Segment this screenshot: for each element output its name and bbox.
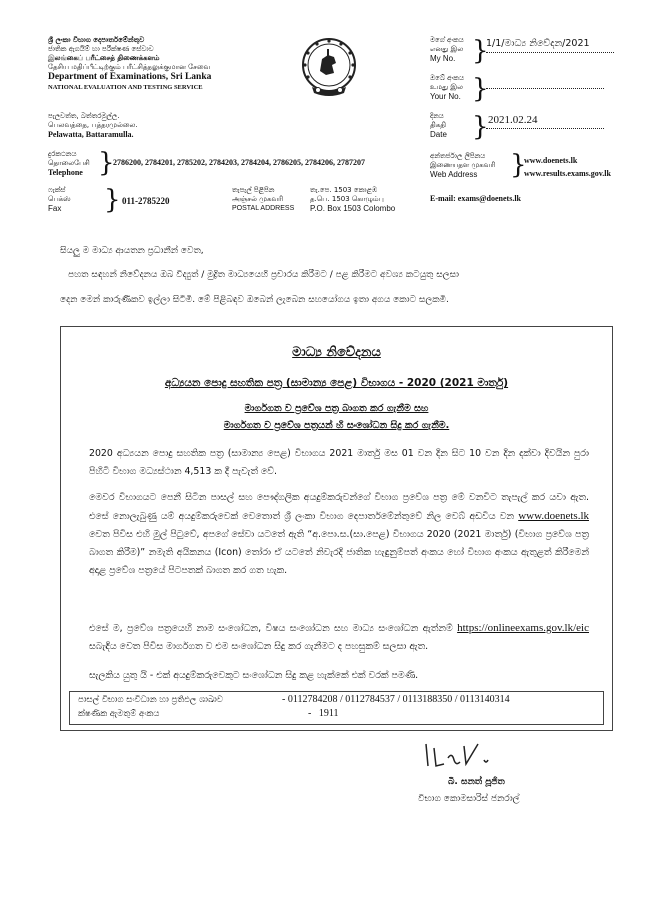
- paragraph-2-part-a: මෙවර විභාගයට පෙනී සිටින පාසල් සහ පෞද්ගලික අයදුම්කරුවන්ගේ විභාග ප්‍රවේශ පත්‍ර මේ වනවිට තැපැල් කර යවා ඇත. එසේ නොලැබුණු යම් අයදුම්කරුවෙක් වෙතොත් ශ්‍රී ලංකා විභාග දෙපාර්තමේන්තුවේ නිල වෙබ් අඩවිය වන: [89, 492, 589, 522]
- my-no-label-sinhala: මගේ අංකය: [430, 36, 464, 44]
- po-box-tamil: த.பெ. 1503 கொழும்பு: [310, 195, 384, 203]
- dept-name-tamil: இலங்கைப் பரீட்சைத் திணைக்களம்: [48, 54, 160, 62]
- my-no-label-tamil: எனது இல: [430, 45, 464, 53]
- your-number-block: [430, 74, 630, 108]
- my-number-block: [430, 36, 630, 70]
- signatory-name: බී. සනත් පූජිත: [448, 777, 505, 787]
- brace-icon: }: [472, 36, 489, 66]
- fax-label-tamil: பெக்ஸ்: [48, 195, 71, 203]
- address-tamil: பெலவத்தை, பத்தரமுல்லை.: [48, 121, 138, 129]
- dept-name-sinhala: ශ්‍රී ලංකා විභාග දෙපාර්තමේන්තුව: [48, 36, 145, 44]
- brace-icon: }: [510, 150, 527, 180]
- dept-name-english: Department of Examinations, Sri Lanka: [48, 72, 212, 82]
- branch-phone-numbers: - 0112784208 / 0112784537 / 0113188350 / 0113140314: [282, 694, 510, 705]
- your-no-label-tamil: உமது இல: [430, 83, 463, 91]
- doenets-link[interactable]: www.doenets.lk: [518, 510, 589, 522]
- brace-icon: }: [104, 185, 121, 215]
- branch-label: පාසල් විභාග සංවිධාන හා ප්‍රතිඵල ශාඛාව: [78, 695, 223, 705]
- unit-name-sinhala: ජාතික ඇගයීම් හා පරීක්ෂණ සේවාව: [48, 45, 154, 53]
- letterhead-left: [48, 36, 211, 93]
- notice-important-note: සැලකිය යුතු යි - එක් අයදුම්කරුවෙකුට සංශෝධන සිදු කළ හැක්කේ එක් වරක් පමණි.: [89, 670, 419, 681]
- notice-subtitle: අධ්‍යයන පොදු සහතික පත්‍ර (සාමාන්‍ය පෙළ) විභාගය - 2020 (2021 මාර්තු): [164, 377, 509, 389]
- web-address-block: [430, 152, 640, 202]
- notice-heading-1: මාර්ගගත ව ප්‍රවේශ පත්‍ර බාගත කර ගැනීම සහ: [244, 403, 429, 414]
- email-address[interactable]: E-mail: exams@doenets.lk: [430, 194, 521, 203]
- your-no-label-english: Your No.: [430, 92, 461, 101]
- date-label-sinhala: දිනය: [430, 112, 444, 120]
- notice-title: මාධ්‍ය නිවේදනය: [292, 345, 381, 360]
- tel-label-english: Telephone: [48, 168, 83, 177]
- brace-icon: }: [472, 74, 489, 104]
- web-label-tamil: இணையதள முகவரி: [430, 161, 496, 169]
- notice-paragraph-2: [89, 489, 589, 580]
- date-label-english: Date: [430, 130, 447, 139]
- notice-heading-2: මාර්ගගත ව ප්‍රවේශ පත්‍රයන් හි සංශෝධන සිදු කර ගැනීම.: [223, 420, 450, 431]
- date-value: 2021.02.24: [488, 114, 538, 126]
- onlineexams-link[interactable]: https://onlineexams.gov.lk/eic: [457, 622, 589, 634]
- emblem-icon: [300, 35, 358, 101]
- sri-lanka-emblem: [300, 35, 358, 101]
- web-link-results[interactable]: www.results.exams.gov.lk: [524, 169, 611, 178]
- unit-name-tamil: தேசிய மதிப்பீட்டிற்கும் பரீட்சித்தலுக்குமான சேவை: [48, 63, 211, 71]
- signature-mark: [422, 738, 512, 772]
- office-address: [48, 112, 138, 140]
- your-no-dotted-line: [486, 88, 604, 89]
- my-no-label-english: My No.: [430, 54, 456, 63]
- postal-address-block: [232, 186, 422, 220]
- request-line-2: දෙන මෙන් කාරුණිකව ඉල්ලා සිටිමි. මේ පිළිබඳව ඔබෙන් ලැබෙන සහයෝගය ඉතා අගය කොට සලකමි.: [60, 295, 449, 305]
- my-no-dotted-line: [486, 52, 614, 53]
- web-label-english: Web Address: [430, 170, 478, 179]
- brace-icon: }: [472, 112, 489, 142]
- paragraph-2-part-b: වෙත පිවිස එහි මුල් පිටුවේ, අපගේ සේවා යටතේ ඇති “අ.පො.ස.(සා.පෙළ) විභාගය 2020 (2021 මාර්තු) (විභාග ප්‍රවේශ පත්‍ර බාගත කිරීම)” නමැති අයිකනය (Icon) තෝරා ඒ යටතේ නිවැරදි ජාතික හැඳුනුම්පත් අංකය හෝ විභාග අංකය ඇතුළත් කිරීමෙන් අදාළ ප්‍රවේශ පත්‍රයේ පිටපතක් බාගත කර ගත හැක.: [89, 529, 589, 576]
- tel-label-sinhala: දුරකථනය: [48, 150, 77, 158]
- web-link-doenets[interactable]: www.doenets.lk: [524, 156, 578, 165]
- hotline-number: - 1911: [308, 708, 339, 719]
- address-english: Pelawatta, Battaramulla.: [48, 130, 134, 139]
- fax-block: [48, 186, 208, 220]
- contact-numbers-box: [69, 691, 604, 725]
- my-no-value: 1/1/මාධ්‍ය නිවේදන/2021: [486, 38, 590, 49]
- telephone-numbers: 2786200, 2784201, 2785202, 2784203, 2784204, 2786205, 2784206, 2787207: [113, 158, 365, 167]
- signatory-title: විභාග කොමසාරිස් ජනරාල්: [418, 794, 520, 804]
- hotline-label: ක්ෂණික ඇමතුම් අංකය: [78, 709, 160, 719]
- po-box-english: P.O. Box 1503 Colombo: [310, 204, 396, 213]
- postal-label-sinhala: තැපැල් පිළිපින: [232, 186, 275, 194]
- telephone-block: [48, 150, 438, 186]
- fax-number: 011-2785220: [122, 196, 170, 206]
- paragraph-3-part-a: එසේ ම, ප්‍රවේශ පත්‍රයෙහි නාම සංශෝධන, විෂය සංශෝධන සහ මාධ්‍ය සංශෝධන ඇත්නම්: [89, 623, 453, 634]
- paragraph-3-part-b: සබැඳිය වෙත පිවිස මාර්ගගත ව එම සංශෝධන සිදු කර ගැනීමට ද පහසුකම් සලසා ඇත.: [89, 641, 429, 652]
- notice-paragraph-3: [89, 619, 589, 656]
- unit-name-english: NATIONAL EVALUATION AND TESTING SERVICE: [48, 84, 203, 91]
- address-sinhala: පැලවත්ත, බත්තරමුල්ල.: [48, 112, 120, 120]
- date-dotted-line: [486, 128, 604, 129]
- date-block: [430, 112, 630, 146]
- tel-label-tamil: தொலைபேசி: [48, 159, 90, 167]
- fax-label-sinhala: ෆැක්ස්: [48, 186, 66, 194]
- media-notice-box: [60, 326, 613, 731]
- postal-label-english: POSTAL ADDRESS: [232, 205, 295, 212]
- postal-label-tamil: அஞ்சல் முகவரி: [232, 195, 284, 203]
- notice-paragraph-1: 2020 අධ්‍යයන පොදු සහතික පත්‍ර (සාමාන්‍ය පෙළ) විභාගය 2021 මාර්තු මස 01 වන දින සිට 10 වන දින දක්වා දිවයින පුරා පිහිටි විභාග මධ්‍යස්ථාන 4,513 ක දී පැවැත් වේ.: [89, 448, 589, 477]
- your-no-label-sinhala: ඔබේ අංකය: [430, 74, 464, 82]
- addressee: සියලු ම මාධ්‍ය ආයතන ප්‍රධානීන් වෙත,: [60, 246, 204, 256]
- web-label-sinhala: අන්තර්ජාල ලිපිනය: [430, 152, 486, 160]
- signature-icon: [422, 738, 512, 772]
- fax-label-english: Fax: [48, 204, 62, 213]
- request-line-1: පහත සඳහන් නිවේදනය ඔබ විද්‍යුත් / මුද්‍රිත මාධ්‍යයෙහි ප්‍රචාරය කිරීමට / පළ කිරීමට අවශ්‍ය කටයුතු සලසා: [68, 270, 459, 280]
- date-label-tamil: திகதி: [430, 121, 446, 129]
- brace-icon: }: [98, 148, 115, 178]
- po-box-sinhala: තැ.පෙ. 1503 කොළඹ: [310, 186, 378, 194]
